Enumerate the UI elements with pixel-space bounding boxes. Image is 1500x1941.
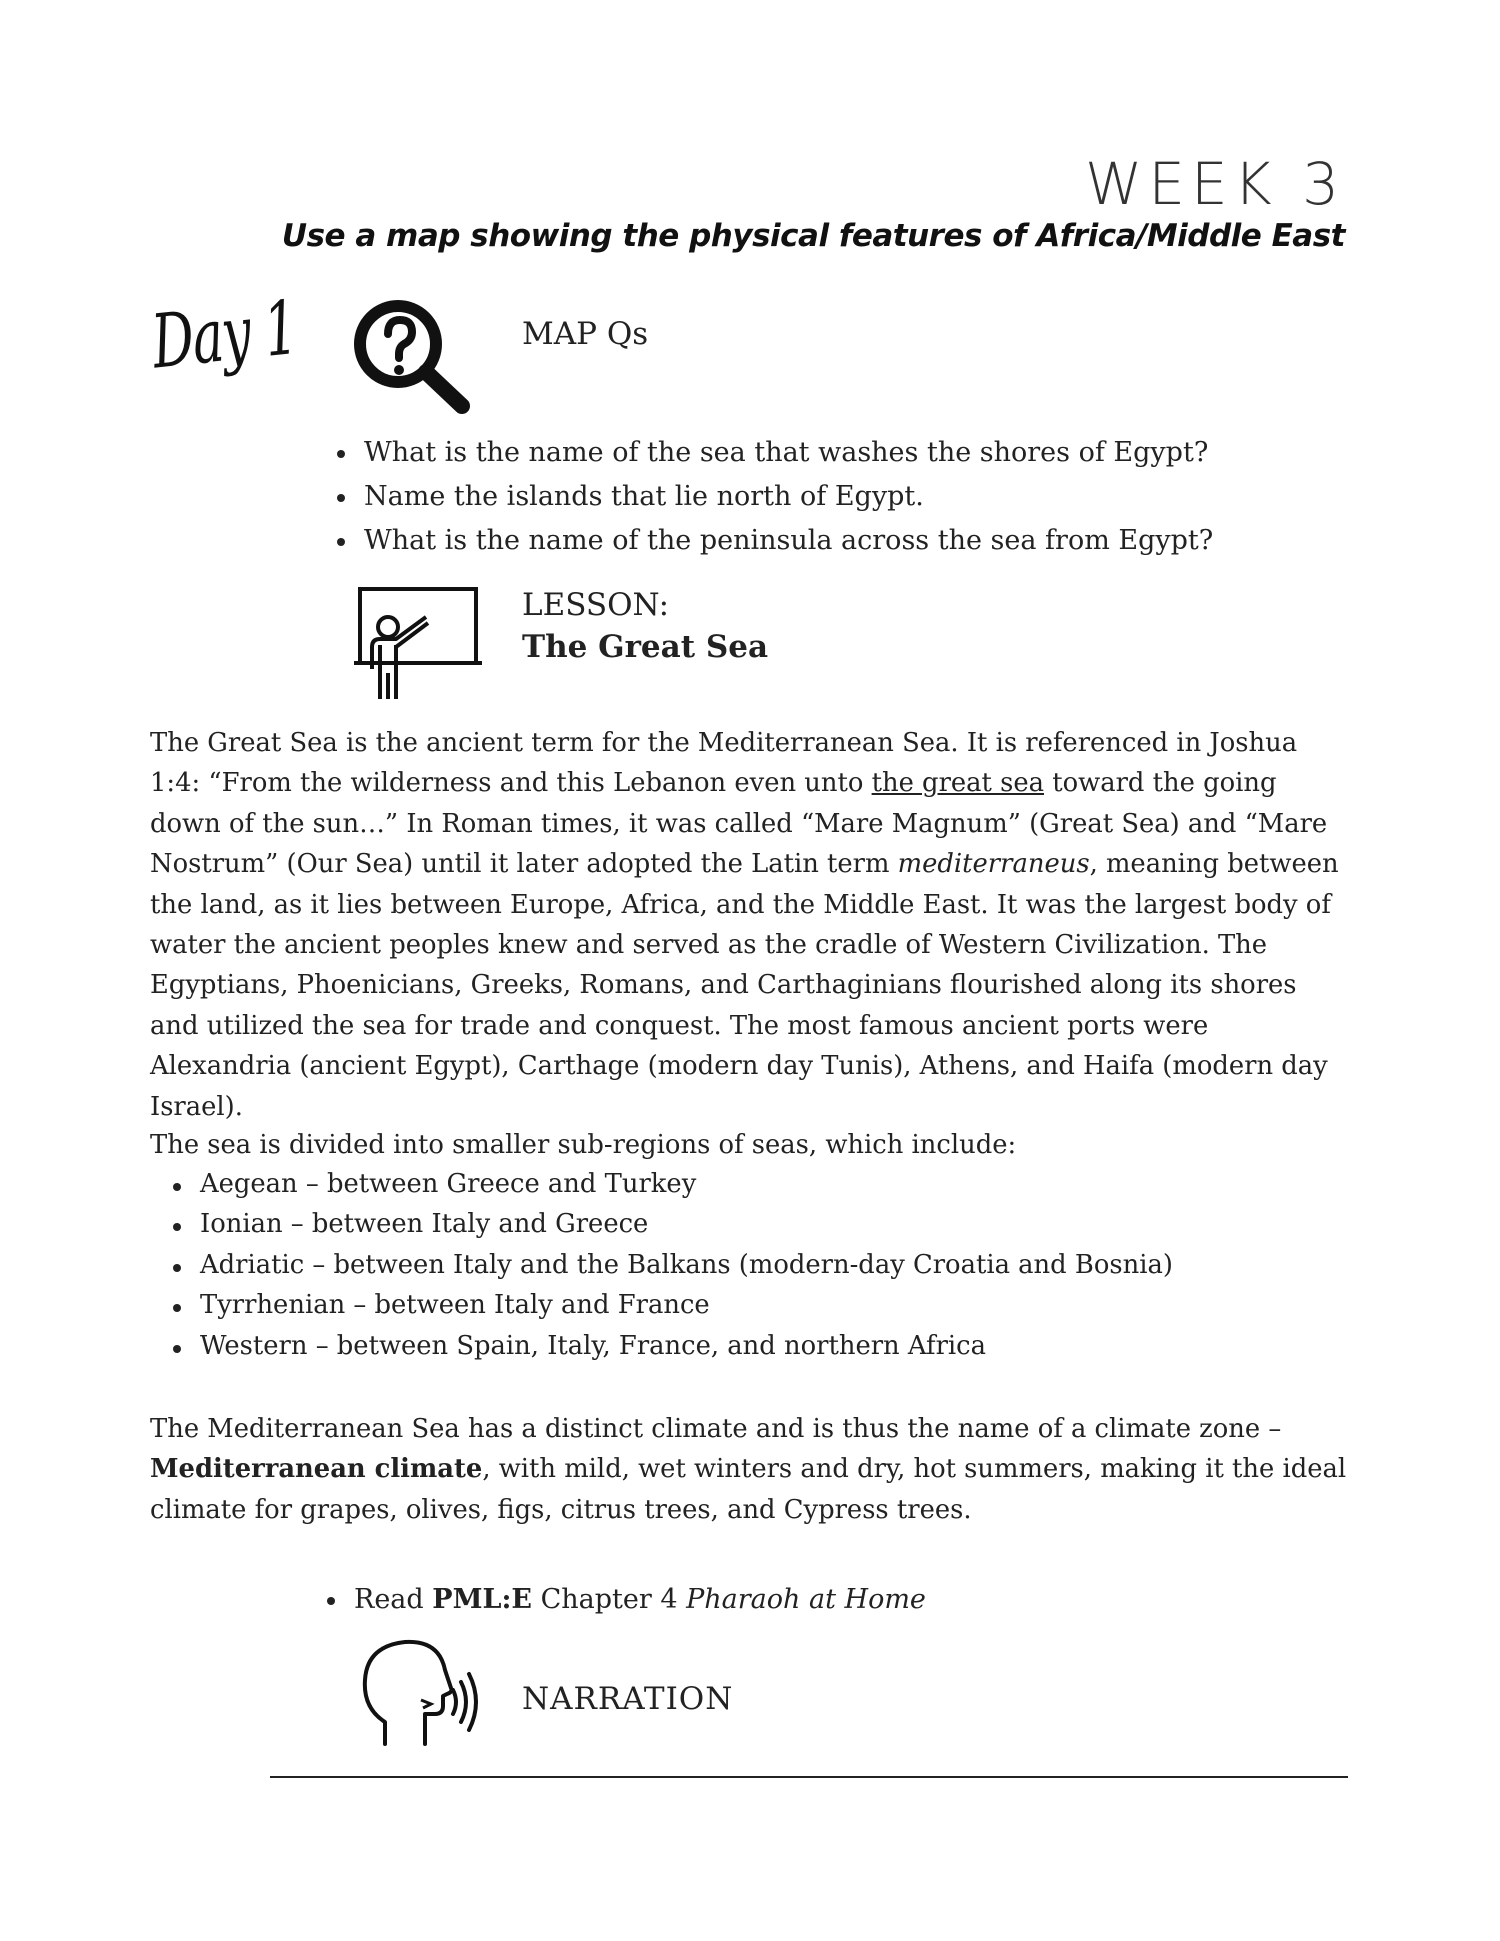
list-item: Western – between Spain, Italy, France, and northern Africa [200, 1326, 1300, 1366]
map-questions-list [364, 431, 1364, 563]
teacher-board-icon [350, 585, 485, 705]
lesson-paragraph-3 [150, 1409, 1350, 1530]
text-run: The Mediterranean Sea has a distinct climate and is thus the name of a climate zone – [150, 1414, 1282, 1444]
day-label: Day 1 [148, 284, 301, 386]
text-run: The Great Sea is the ancient term for the Mediterranean Sea. It is referenced in Joshua 1:4: “From the wilderness and this Lebanon even unto [150, 728, 1298, 799]
book-code: PML:E [432, 1584, 533, 1615]
lesson-paragraph-1 [150, 723, 1350, 1127]
speaking-head-icon [355, 1634, 485, 1754]
map-qs-title: MAP Qs [522, 316, 649, 352]
list-item: What is the name of the peninsula across the sea from Egypt? [364, 519, 1364, 563]
great-sea-underlined: the great sea [871, 768, 1045, 799]
list-item: Tyrrhenian – between Italy and France [200, 1285, 1300, 1325]
reading-list [354, 1578, 1254, 1622]
lesson-label: LESSON: [522, 587, 670, 623]
list-item: Aegean – between Greece and Turkey [200, 1164, 1300, 1204]
list-item: Ionian – between Italy and Greece [200, 1204, 1300, 1244]
text-run: Chapter 4 [532, 1584, 687, 1615]
latin-term: mediterraneus [897, 849, 1090, 880]
list-item: Adriatic – between Italy and the Balkans (modern-day Croatia and Bosnia) [200, 1245, 1300, 1285]
climate-term: Mediterranean climate [150, 1454, 483, 1485]
chapter-title: Pharaoh at Home [686, 1584, 926, 1615]
text-run: , meaning between the land, as it lies between Europe, Africa, and the Middle East. It was the largest body of water the ancient peoples knew and served as the cradle of Western Civilization. The Egyptians, Phoenicians, Greeks, Romans, and Carthaginians flourished along its shores and utilized the sea for trade and conquest. The most famous ancient ports were Alexandria (ancient Egypt), Carthage (modern day Tunis), Athens, and Haifa (modern day Israel). [150, 849, 1339, 1122]
divider-line [270, 1776, 1348, 1778]
lesson-paragraph-2 [150, 1125, 1350, 1165]
week-title: WEEK 3 [1084, 150, 1345, 218]
lesson-title: The Great Sea [522, 629, 769, 665]
text-run: , with mild, wet winters and dry, hot summers, making it the ideal climate for grapes, olives, figs, citrus trees, and Cypress trees. [150, 1454, 1347, 1525]
subregions-intro: The sea is divided into smaller sub-regions of seas, which include: [150, 1130, 1017, 1160]
list-item: Name the islands that lie north of Egypt. [364, 475, 1364, 519]
text-run: Read [354, 1584, 433, 1615]
text-run: toward the going down of the sun…” In Roman times, it was called “Mare Magnum” (Great Sea) and “Mare Nostrum” (Our Sea) until it later adopted the Latin term [150, 768, 1328, 880]
reading-assignment [354, 1578, 1254, 1622]
narration-label: NARRATION [522, 1681, 734, 1717]
magnifier-question-icon [350, 298, 480, 418]
page-subtitle: Use a map showing the physical features of Africa/Middle East [281, 218, 1345, 254]
subregions-list [200, 1164, 1300, 1366]
list-item: What is the name of the sea that washes the shores of Egypt? [364, 431, 1364, 475]
